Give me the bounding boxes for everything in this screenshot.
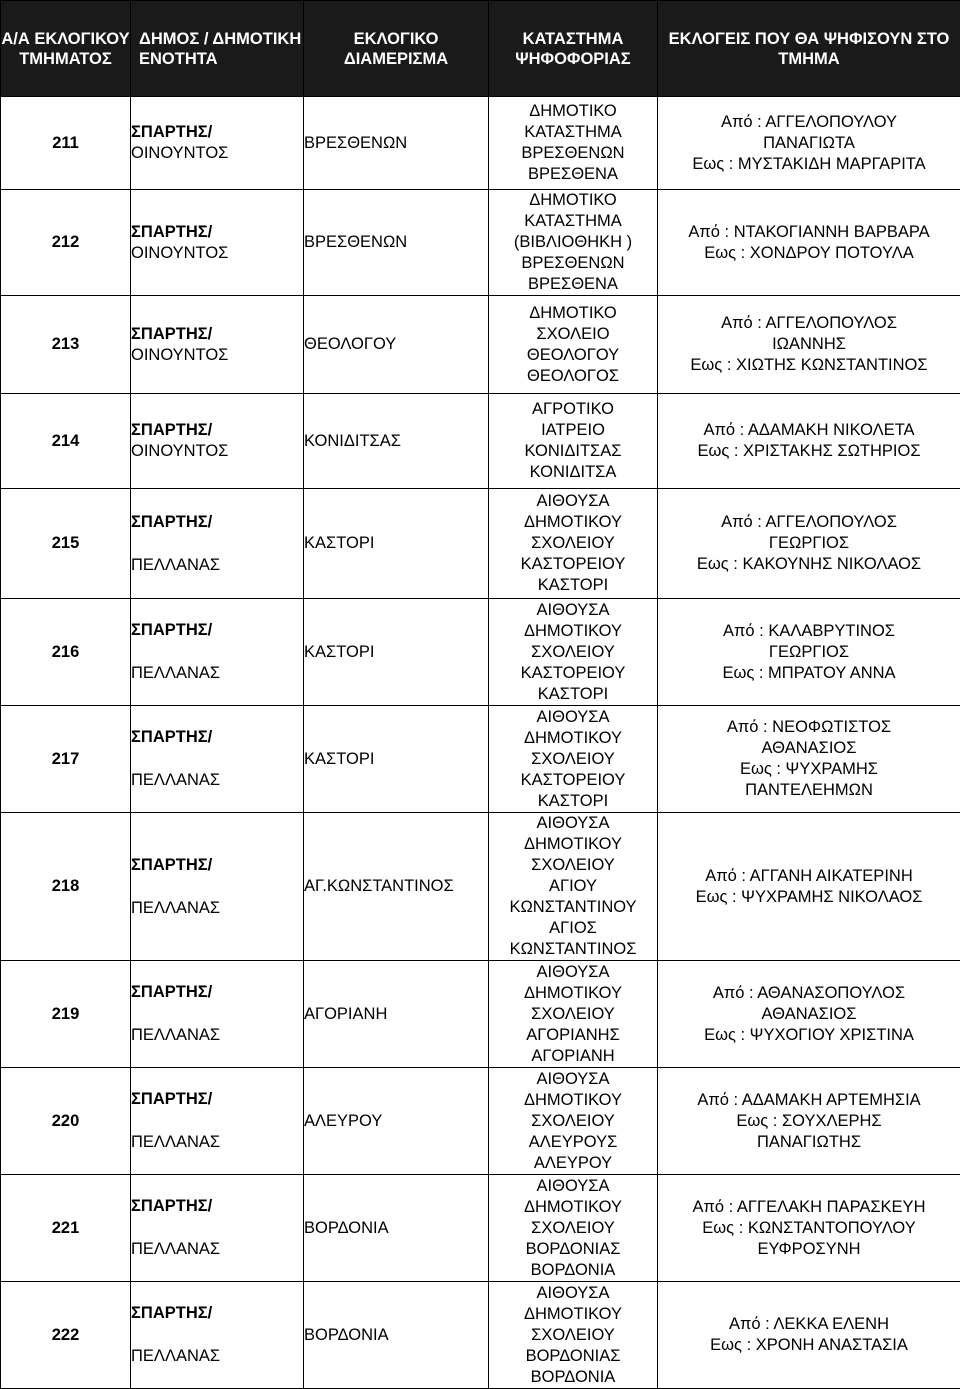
voters-range-line: ΠΑΝΑΓΙΩΤΑ [658,133,960,154]
electoral-district: ΚΑΣΤΟΡΙ [304,706,489,813]
polling-station-line: ΔΗΜΟΤΙΚΟΥ [489,1304,657,1325]
section-number: 222 [1,1282,131,1389]
polling-station-line: ΔΗΜΟΤΙΚΟΥ [489,728,657,749]
table-row [1,1175,960,1282]
unit-name: ΠΕΛΛΑΝΑΣ [131,770,303,791]
voters-range [658,489,960,599]
table-body [1,97,960,1389]
table-row [1,190,960,296]
voters-range-line: Από : ΛΕΚΚΑ ΕΛΕΝΗ [658,1314,960,1335]
polling-station-line: ΑΙΘΟΥΣΑ [489,1283,657,1304]
municipal-unit [131,1175,304,1282]
municipality-name: ΣΠΑΡΤΗΣ/ [131,982,303,1003]
voters-range-line: Εως : ΨΥΧΡΑΜΗΣ [658,759,960,780]
polling-station-line: ΑΙΘΟΥΣΑ [489,491,657,512]
electoral-district: ΑΓ.ΚΩΝΣΤΑΝΤΙΝΟΣ [304,813,489,961]
polling-station-line: ΔΗΜΟΤΙΚΟΥ [489,1090,657,1111]
voters-range-line: ΠΑΝΤΕΛΕΗΜΩΝ [658,780,960,801]
polling-station-line: ΒΟΡΔΟΝΙΑ [489,1260,657,1281]
municipal-unit [131,706,304,813]
voters-range-line: Από : ΝΤΑΚΟΓΙΑΝΝΗ ΒΑΡΒΑΡΑ [658,222,960,243]
section-number: 221 [1,1175,131,1282]
polling-station-line: ΑΙΘΟΥΣΑ [489,600,657,621]
unit-name: ΟΙΝΟΥΝΤΟΣ [131,143,303,164]
section-number: 215 [1,489,131,599]
voters-range-line: Εως : ΨΥΧΡΑΜΗΣ ΝΙΚΟΛΑΟΣ [658,887,960,908]
polling-station-line: ΒΡΕΣΘΕΝΑ [489,164,657,185]
municipal-unit [131,599,304,706]
section-number: 212 [1,190,131,296]
polling-station [489,97,658,190]
municipal-unit [131,97,304,190]
polling-station-line: ΒΟΡΔΟΝΙΑΣ [489,1346,657,1367]
municipal-unit [131,961,304,1068]
voters-range [658,1282,960,1389]
polling-station-line: ΑΙΘΟΥΣΑ [489,1176,657,1197]
electoral-district: ΒΡΕΣΘΕΝΩΝ [304,97,489,190]
polling-station-line: ΑΙΘΟΥΣΑ [489,813,657,834]
section-number: 214 [1,394,131,489]
electoral-district: ΒΟΡΔΟΝΙΑ [304,1175,489,1282]
municipal-unit [131,296,304,394]
section-number: 219 [1,961,131,1068]
voters-range-line: Εως : ΣΟΥΧΛΕΡΗΣ [658,1111,960,1132]
voters-range-line: Από : ΚΑΛΑΒΡΥΤΙΝΟΣ [658,621,960,642]
polling-station-line: ΣΧΟΛΕΙΟΥ [489,855,657,876]
polling-station-line: ΑΛΕΥΡΟΥΣ [489,1132,657,1153]
voters-range-line: Εως : ΧΟΝΔΡΟΥ ΠΟΤΟΥΛΑ [658,243,960,264]
municipality-name: ΣΠΑΡΤΗΣ/ [131,727,303,748]
section-number: 218 [1,813,131,961]
polling-station-line: ΑΛΕΥΡΟΥ [489,1153,657,1174]
unit-name: ΠΕΛΛΑΝΑΣ [131,1132,303,1153]
polling-station-line: ΚΑΣΤΟΡΙ [489,575,657,596]
polling-station-line: ΔΗΜΟΤΙΚΟ [489,101,657,122]
table-row [1,1068,960,1175]
polling-station-line: ΒΟΡΔΟΝΙΑΣ [489,1239,657,1260]
municipal-unit [131,489,304,599]
polling-station-line: ΚΑΣΤΟΡΕΙΟΥ [489,663,657,684]
voters-range-line: ΓΕΩΡΓΙΟΣ [658,642,960,663]
voters-range-line: ΠΑΝΑΓΙΩΤΗΣ [658,1132,960,1153]
unit-name: ΠΕΛΛΑΝΑΣ [131,1346,303,1367]
header-district: ΕΚΛΟΓΙΚΟ ΔΙΑΜΕΡΙΣΜΑ [304,1,489,97]
voters-range [658,296,960,394]
polling-station-line: ΣΧΟΛΕΙΟΥ [489,1325,657,1346]
unit-name: ΠΕΛΛΑΝΑΣ [131,663,303,684]
polling-station-line: ΚΑΣΤΟΡΕΙΟΥ [489,770,657,791]
voters-range-line: ΓΕΩΡΓΙΟΣ [658,533,960,554]
municipality-name: ΣΠΑΡΤΗΣ/ [131,122,303,143]
polling-station-line: ΑΓΙΟΥ [489,876,657,897]
polling-station-line: ΔΗΜΟΤΙΚΟΥ [489,983,657,1004]
table-row [1,296,960,394]
table-row [1,489,960,599]
electoral-district: ΚΟΝΙΔΙΤΣΑΣ [304,394,489,489]
polling-station-line: ΘΕΟΛΟΓΟΥ [489,345,657,366]
voters-range-line: Από : ΑΓΓΕΛΟΠΟΥΛΟΣ [658,313,960,334]
polling-station-line: ΚΑΣΤΟΡΙ [489,791,657,812]
voters-range-line: Από : ΑΓΓΕΛΑΚΗ ΠΑΡΑΣΚΕΥΗ [658,1197,960,1218]
electoral-district: ΚΑΣΤΟΡΙ [304,599,489,706]
section-number: 217 [1,706,131,813]
table-header [1,1,960,97]
voters-range-line: Εως : ΧΡΟΝΗ ΑΝΑΣΤΑΣΙΑ [658,1335,960,1356]
polling-station [489,961,658,1068]
voters-range-line: Από : ΑΓΓΕΛΟΠΟΥΛΟΥ [658,112,960,133]
voters-range [658,190,960,296]
polling-station-line: ΣΧΟΛΕΙΟΥ [489,533,657,554]
unit-name: ΠΕΛΛΑΝΑΣ [131,898,303,919]
header-section: Α/Α ΕΚΛΟΓΙΚΟΥ ΤΜΗΜΑΤΟΣ [1,1,131,97]
municipal-unit [131,394,304,489]
polling-station-line: ΚΟΝΙΔΙΤΣΑΣ [489,441,657,462]
polling-station-line: ΑΓΟΡΙΑΝΗ [489,1046,657,1067]
polling-station-line: ΙΑΤΡΕΙΟ [489,420,657,441]
municipality-name: ΣΠΑΡΤΗΣ/ [131,512,303,533]
header-store: ΚΑΤΑΣΤΗΜΑ ΨΗΦΟΦΟΡΙΑΣ [489,1,658,97]
header-voters: ΕΚΛΟΓΕΙΣ ΠΟΥ ΘΑ ΨΗΦΙΣΟΥΝ ΣΤΟ ΤΜΗΜΑ [658,1,960,97]
polling-station [489,1282,658,1389]
municipal-unit [131,1282,304,1389]
section-number: 220 [1,1068,131,1175]
electoral-district: ΚΑΣΤΟΡΙ [304,489,489,599]
voters-range-line: Από : ΑΔΑΜΑΚΗ ΝΙΚΟΛΕΤΑ [658,420,960,441]
polling-station-line: ΣΧΟΛΕΙΟΥ [489,1111,657,1132]
unit-name: ΟΙΝΟΥΝΤΟΣ [131,345,303,366]
unit-name: ΠΕΛΛΑΝΑΣ [131,1025,303,1046]
header-unit: ΔΗΜΟΣ / ΔΗΜΟΤΙΚΗ ΕΝΟΤΗΤΑ [131,1,304,97]
voters-range-line: ΙΩΑΝΝΗΣ [658,334,960,355]
polling-station-line: ΒΟΡΔΟΝΙΑ [489,1367,657,1388]
unit-name: ΠΕΛΛΑΝΑΣ [131,1239,303,1260]
polling-station-line: ΣΧΟΛΕΙΟΥ [489,1218,657,1239]
electoral-district: ΒΟΡΔΟΝΙΑ [304,1282,489,1389]
unit-name: ΠΕΛΛΑΝΑΣ [131,555,303,576]
polling-station [489,1175,658,1282]
municipality-name: ΣΠΑΡΤΗΣ/ [131,420,303,441]
polling-station-line: ΔΗΜΟΤΙΚΟΥ [489,834,657,855]
municipality-name: ΣΠΑΡΤΗΣ/ [131,1196,303,1217]
polling-station [489,394,658,489]
voters-range-line: ΑΘΑΝΑΣΙΟΣ [658,738,960,759]
municipality-name: ΣΠΑΡΤΗΣ/ [131,324,303,345]
electoral-district: ΒΡΕΣΘΕΝΩΝ [304,190,489,296]
polling-station-line: ΑΓΙΟΣ [489,918,657,939]
polling-station [489,813,658,961]
table-row [1,813,960,961]
polling-station-line: ΚΑΤΑΣΤΗΜΑ [489,122,657,143]
polling-station-line: ΣΧΟΛΕΙΟΥ [489,1004,657,1025]
voters-range [658,1068,960,1175]
voters-range-line: ΕΥΦΡΟΣΥΝΗ [658,1239,960,1260]
municipality-name: ΣΠΑΡΤΗΣ/ [131,1303,303,1324]
polling-station-line: ΣΧΟΛΕΙΟΥ [489,749,657,770]
voters-range-line: Εως : ΜΠΡΑΤΟΥ ΑΝΝΑ [658,663,960,684]
polling-station-line: ΒΡΕΣΘΕΝΩΝ [489,143,657,164]
electoral-district: ΑΛΕΥΡΟΥ [304,1068,489,1175]
voters-range-line: Εως : ΚΩΝΣΤΑΝΤΟΠΟΥΛΟΥ [658,1218,960,1239]
polling-station [489,296,658,394]
table-row [1,394,960,489]
polling-station-line: ΑΙΘΟΥΣΑ [489,707,657,728]
unit-name: ΟΙΝΟΥΝΤΟΣ [131,441,303,462]
polling-station-line: ΚΩΝΣΤΑΝΤΙΝΟΣ [489,939,657,960]
polling-station-line: ΒΡΕΣΘΕΝΩΝ [489,253,657,274]
voters-range-line: Από : ΑΔΑΜΑΚΗ ΑΡΤΕΜΗΣΙΑ [658,1090,960,1111]
polling-station-line: ΘΕΟΛΟΓΟΣ [489,366,657,387]
polling-station-line: ΑΙΘΟΥΣΑ [489,1069,657,1090]
polling-station-line: ΚΟΝΙΔΙΤΣΑ [489,462,657,483]
polling-station-line: (ΒΙΒΛΙΟΘΗΚΗ ) [489,232,657,253]
polling-station [489,706,658,813]
voters-range [658,1175,960,1282]
municipality-name: ΣΠΑΡΤΗΣ/ [131,620,303,641]
section-number: 216 [1,599,131,706]
voters-range [658,706,960,813]
polling-station-line: ΑΓΟΡΙΑΝΗΣ [489,1025,657,1046]
polling-station [489,489,658,599]
table-row [1,97,960,190]
unit-name: ΟΙΝΟΥΝΤΟΣ [131,243,303,264]
section-number: 213 [1,296,131,394]
voters-range [658,961,960,1068]
voters-range-line: Από : ΝΕΟΦΩΤΙΣΤΟΣ [658,717,960,738]
voters-range [658,97,960,190]
polling-station-line: ΚΑΤΑΣΤΗΜΑ [489,211,657,232]
electoral-district: ΑΓΟΡΙΑΝΗ [304,961,489,1068]
polling-station [489,599,658,706]
section-number: 211 [1,97,131,190]
polling-station-line: ΔΗΜΟΤΙΚΟ [489,303,657,324]
polling-station-line: ΚΩΝΣΤΑΝΤΙΝΟΥ [489,897,657,918]
polling-station-line: ΣΧΟΛΕΙΟ [489,324,657,345]
polling-station-line: ΣΧΟΛΕΙΟΥ [489,642,657,663]
voters-range [658,599,960,706]
municipality-name: ΣΠΑΡΤΗΣ/ [131,855,303,876]
voters-range-line: Από : ΑΓΓΑΝΗ ΑΙΚΑΤΕΡΙΝΗ [658,866,960,887]
voters-range-line: Από : ΑΘΑΝΑΣΟΠΟΥΛΟΣ [658,983,960,1004]
header-row [1,1,960,97]
table-row [1,706,960,813]
polling-station-line: ΚΑΣΤΟΡΙ [489,684,657,705]
voters-range-line: Εως : ΧΙΩΤΗΣ ΚΩΝΣΤΑΝΤΙΝΟΣ [658,355,960,376]
municipality-name: ΣΠΑΡΤΗΣ/ [131,222,303,243]
voters-range [658,394,960,489]
polling-station-line: ΔΗΜΟΤΙΚΟ [489,190,657,211]
voters-range-line: Από : ΑΓΓΕΛΟΠΟΥΛΟΣ [658,512,960,533]
polling-station-line: ΑΓΡΟΤΙΚΟ [489,399,657,420]
municipal-unit [131,1068,304,1175]
polling-station-line: ΒΡΕΣΘΕΝΑ [489,274,657,295]
voters-range-line: Εως : ΨΥΧΟΓΙΟΥ ΧΡΙΣΤΙΝΑ [658,1025,960,1046]
voters-range-line: Εως : ΚΑΚΟΥΝΗΣ ΝΙΚΟΛΑΟΣ [658,554,960,575]
polling-station-line: ΔΗΜΟΤΙΚΟΥ [489,621,657,642]
municipal-unit [131,190,304,296]
voters-range-line: ΑΘΑΝΑΣΙΟΣ [658,1004,960,1025]
table-row [1,1282,960,1389]
electoral-district: ΘΕΟΛΟΓΟΥ [304,296,489,394]
polling-station-line: ΚΑΣΤΟΡΕΙΟΥ [489,554,657,575]
table-row [1,599,960,706]
voters-range-line: Εως : ΜΥΣΤΑΚΙΔΗ ΜΑΡΓΑΡΙΤΑ [658,154,960,175]
table-row [1,961,960,1068]
municipal-unit [131,813,304,961]
polling-station [489,190,658,296]
polling-station [489,1068,658,1175]
municipality-name: ΣΠΑΡΤΗΣ/ [131,1089,303,1110]
polling-station-line: ΔΗΜΟΤΙΚΟΥ [489,512,657,533]
polling-station-line: ΑΙΘΟΥΣΑ [489,962,657,983]
voters-range-line: Εως : ΧΡΙΣΤΑΚΗΣ ΣΩΤΗΡΙΟΣ [658,441,960,462]
polling-station-line: ΔΗΜΟΤΙΚΟΥ [489,1197,657,1218]
voters-range [658,813,960,961]
